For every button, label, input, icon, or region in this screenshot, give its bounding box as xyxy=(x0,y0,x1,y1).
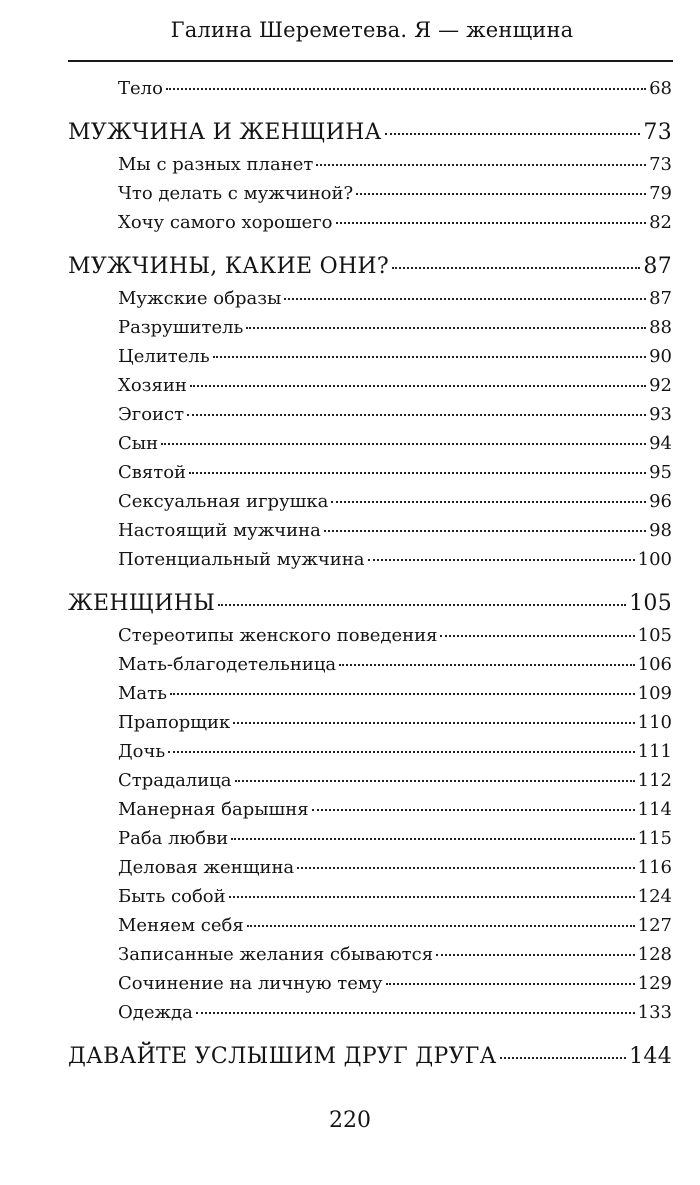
toc-entry xyxy=(68,940,672,969)
toc-entry-page: 105 xyxy=(637,625,672,646)
dot-leader xyxy=(247,925,635,927)
toc-entry-page: 109 xyxy=(637,683,672,704)
dot-leader xyxy=(500,1057,627,1059)
toc-entry-title: МУЖЧИНА И ЖЕНЩИНА xyxy=(68,120,382,145)
toc-entry-page: 100 xyxy=(637,549,672,570)
toc-entry-page: 114 xyxy=(637,799,672,820)
toc-entry-title: Сексуальная игрушка xyxy=(118,491,329,512)
toc-entry-title: Потенциальный мужчина xyxy=(118,549,365,570)
toc-entry-title: Прапорщик xyxy=(118,712,231,733)
dot-leader xyxy=(213,356,646,358)
toc-entry-page: 144 xyxy=(629,1044,672,1069)
toc-entry-title: Тело xyxy=(118,78,163,99)
toc-entry xyxy=(68,911,672,940)
running-head: Галина Шереметева. Я — женщина xyxy=(170,18,574,42)
toc-entry xyxy=(68,824,672,853)
toc-entry-title: Сын xyxy=(118,433,159,454)
toc-entry-title: Мужские образы xyxy=(118,288,282,309)
page-number: 220 xyxy=(329,1108,371,1133)
toc-entry-title: ДАВАЙТЕ УСЛЫШИМ ДРУГ ДРУГА xyxy=(68,1044,497,1069)
toc-entry-title: Целитель xyxy=(118,346,210,367)
dot-leader xyxy=(166,88,646,90)
toc-entry-page: 73 xyxy=(643,120,672,145)
toc-entry-title: Мать-благодетельница xyxy=(118,654,337,675)
dot-leader xyxy=(161,443,646,445)
toc-section-entry xyxy=(68,1040,672,1074)
toc-entry xyxy=(68,150,672,179)
toc-entry-page: 110 xyxy=(637,712,672,733)
toc-entry-page: 87 xyxy=(649,288,672,309)
toc-entry-title: Дочь xyxy=(118,741,166,762)
toc-entry-page: 116 xyxy=(637,857,672,878)
dot-leader xyxy=(196,1012,635,1014)
toc-entry-title: Страдалица xyxy=(118,770,232,791)
toc-section-entry xyxy=(68,250,672,284)
dot-leader xyxy=(392,267,640,269)
toc-entry-title: МУЖЧИНЫ, КАКИЕ ОНИ? xyxy=(68,254,390,279)
dot-leader xyxy=(190,385,646,387)
dot-leader xyxy=(440,635,634,637)
table-of-contents xyxy=(68,74,672,1074)
toc-entry-page: 133 xyxy=(637,1002,672,1023)
toc-entry xyxy=(68,545,672,574)
toc-entry xyxy=(68,882,672,911)
toc-entry-title: Быть собой xyxy=(118,886,226,907)
toc-entry-page: 90 xyxy=(649,346,672,367)
toc-entry xyxy=(68,74,672,103)
toc-entry-title: Хозяин xyxy=(118,375,187,396)
toc-entry-title: Святой xyxy=(118,462,187,483)
toc-entry-page: 98 xyxy=(649,520,672,541)
toc-entry xyxy=(68,708,672,737)
toc-entry-page: 79 xyxy=(649,183,672,204)
dot-leader xyxy=(218,604,626,606)
toc-entry xyxy=(68,458,672,487)
toc-entry-title: Стереотипы женского поведения xyxy=(118,625,438,646)
dot-leader xyxy=(187,414,646,416)
toc-entry-title: ЖЕНЩИНЫ xyxy=(68,591,216,616)
toc-entry-title: Деловая женщина xyxy=(118,857,295,878)
dot-leader xyxy=(170,693,635,695)
toc-entry xyxy=(68,679,672,708)
toc-entry xyxy=(68,737,672,766)
toc-entry-title: Одежда xyxy=(118,1002,193,1023)
toc-entry xyxy=(68,371,672,400)
dot-leader xyxy=(229,896,635,898)
toc-section-entry xyxy=(68,116,672,150)
toc-entry-title: Раба любви xyxy=(118,828,229,849)
dot-leader xyxy=(235,780,635,782)
toc-entry xyxy=(68,284,672,313)
toc-entry xyxy=(68,998,672,1027)
toc-entry-page: 87 xyxy=(643,254,672,279)
toc-entry xyxy=(68,795,672,824)
dot-leader xyxy=(284,298,646,300)
toc-entry-title: Настоящий мужчина xyxy=(118,520,321,541)
toc-entry-page: 106 xyxy=(637,654,672,675)
toc-entry xyxy=(68,487,672,516)
toc-entry-page: 73 xyxy=(649,154,672,175)
toc-entry-title: Мы с разных планет xyxy=(118,154,314,175)
header-rule xyxy=(68,60,673,62)
toc-entry-page: 111 xyxy=(637,741,672,762)
toc-entry-page: 105 xyxy=(629,591,672,616)
toc-entry xyxy=(68,313,672,342)
dot-leader xyxy=(368,559,635,561)
dot-leader xyxy=(168,751,634,753)
dot-leader xyxy=(436,954,635,956)
toc-entry-page: 127 xyxy=(637,915,672,936)
dot-leader xyxy=(336,222,647,224)
dot-leader xyxy=(233,722,634,724)
toc-entry-page: 128 xyxy=(637,944,672,965)
dot-leader xyxy=(331,501,646,503)
toc-entry-title: Что делать с мужчиной? xyxy=(118,183,354,204)
toc-entry-page: 112 xyxy=(637,770,672,791)
toc-entry xyxy=(68,621,672,650)
toc-entry-title: Манерная барышня xyxy=(118,799,309,820)
dot-leader xyxy=(312,809,635,811)
toc-entry-page: 115 xyxy=(637,828,672,849)
dot-leader xyxy=(386,983,635,985)
toc-entry-page: 92 xyxy=(649,375,672,396)
toc-entry xyxy=(68,400,672,429)
toc-entry xyxy=(68,179,672,208)
toc-entry-title: Разрушитель xyxy=(118,317,244,338)
toc-entry-title: Мать xyxy=(118,683,167,704)
dot-leader xyxy=(297,867,634,869)
dot-leader xyxy=(385,133,641,135)
toc-entry-page: 93 xyxy=(649,404,672,425)
dot-leader xyxy=(356,193,646,195)
toc-entry xyxy=(68,208,672,237)
toc-entry-page: 95 xyxy=(649,462,672,483)
toc-entry xyxy=(68,342,672,371)
toc-entry-page: 88 xyxy=(649,317,672,338)
toc-entry xyxy=(68,429,672,458)
toc-section-entry xyxy=(68,587,672,621)
dot-leader xyxy=(316,164,646,166)
toc-entry-page: 68 xyxy=(649,78,672,99)
toc-entry-title: Эгоист xyxy=(118,404,185,425)
toc-entry-page: 124 xyxy=(637,886,672,907)
toc-entry xyxy=(68,650,672,679)
toc-entry xyxy=(68,516,672,545)
toc-entry xyxy=(68,766,672,795)
dot-leader xyxy=(246,327,646,329)
toc-entry-page: 129 xyxy=(637,973,672,994)
dot-leader xyxy=(231,838,634,840)
toc-entry-title: Меняем себя xyxy=(118,915,244,936)
toc-entry xyxy=(68,969,672,998)
toc-entry-title: Записанные желания сбываются xyxy=(118,944,434,965)
toc-entry-page: 82 xyxy=(649,212,672,233)
toc-entry-page: 94 xyxy=(649,433,672,454)
dot-leader xyxy=(189,472,646,474)
dot-leader xyxy=(339,664,634,666)
toc-entry-title: Сочинение на личную тему xyxy=(118,973,383,994)
toc-entry xyxy=(68,853,672,882)
toc-entry-page: 96 xyxy=(649,491,672,512)
toc-entry-title: Хочу самого хорошего xyxy=(118,212,333,233)
dot-leader xyxy=(324,530,646,532)
